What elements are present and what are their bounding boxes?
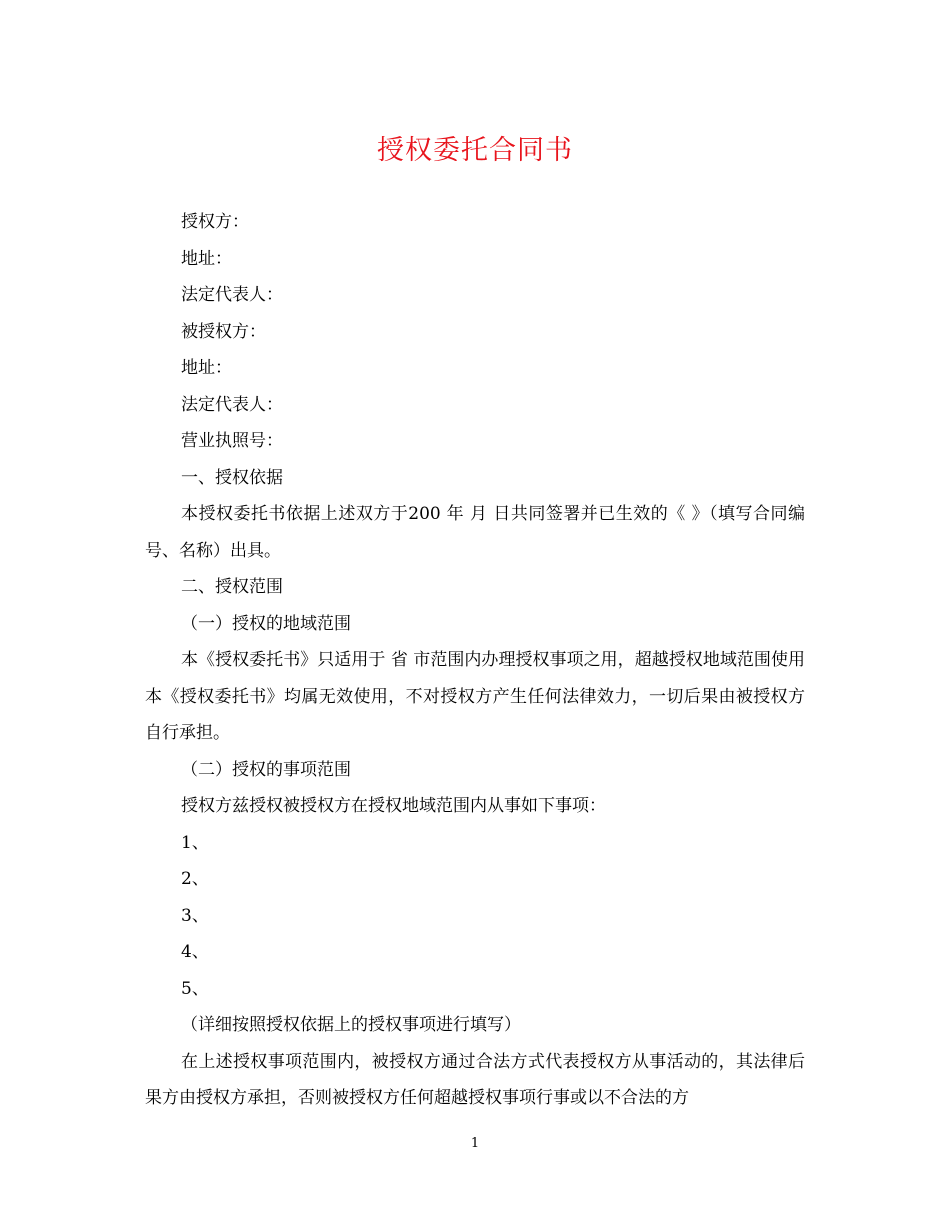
paragraph: 授权方兹授权被授权方在授权地域范围内从事如下事项： — [181, 796, 606, 816]
paragraph: 被授权方： — [181, 321, 266, 342]
paragraph: 法定代表人： — [181, 285, 283, 305]
page-number: 1 — [470, 1136, 480, 1151]
list-item: 3、 — [181, 905, 209, 926]
paragraph-note: （详细按照授权依据上的授权事项进行填写） — [181, 1015, 521, 1035]
subsection-heading: （二）授权的事项范围 — [181, 759, 351, 780]
list-item: 2、 — [181, 869, 209, 889]
list-item: 5、 — [181, 978, 209, 999]
paragraph: 授权方： — [181, 212, 249, 232]
paragraph: 在上述授权事项范围内，被授权方通过合法方式代表授权方从事活动的，其法律后果方由授权方承担，否则被授权方任何超越授权事项行事或以不合法的方 — [145, 1051, 805, 1108]
paragraph: 本授权委托书依据上述双方于200 年 月 日共同签署并已生效的《 》（填写合同编号、名称）出具。 — [145, 504, 805, 561]
paragraph: 营业执照号： — [181, 431, 283, 451]
document-title: 授权委托合同书 — [377, 135, 573, 166]
list-item: 4、 — [181, 942, 209, 962]
paragraph: 地址： — [181, 248, 232, 269]
subsection-heading: （一）授权的地域范围 — [181, 613, 351, 634]
section-heading: 二、授权范围 — [181, 577, 283, 597]
paragraph: 本《授权委托书》只适用于 省 市范围内办理授权事项之用，超越授权地域范围使用本《授权委托书》均属无效使用，不对授权方产生任何法律效力，一切后果由被授权方自行承担。 — [145, 650, 805, 743]
list-item: 1、 — [181, 832, 209, 853]
paragraph: 法定代表人： — [181, 394, 283, 415]
paragraph: 地址： — [181, 358, 232, 378]
section-heading: 一、授权依据 — [181, 467, 283, 488]
document-body — [145, 204, 805, 1117]
